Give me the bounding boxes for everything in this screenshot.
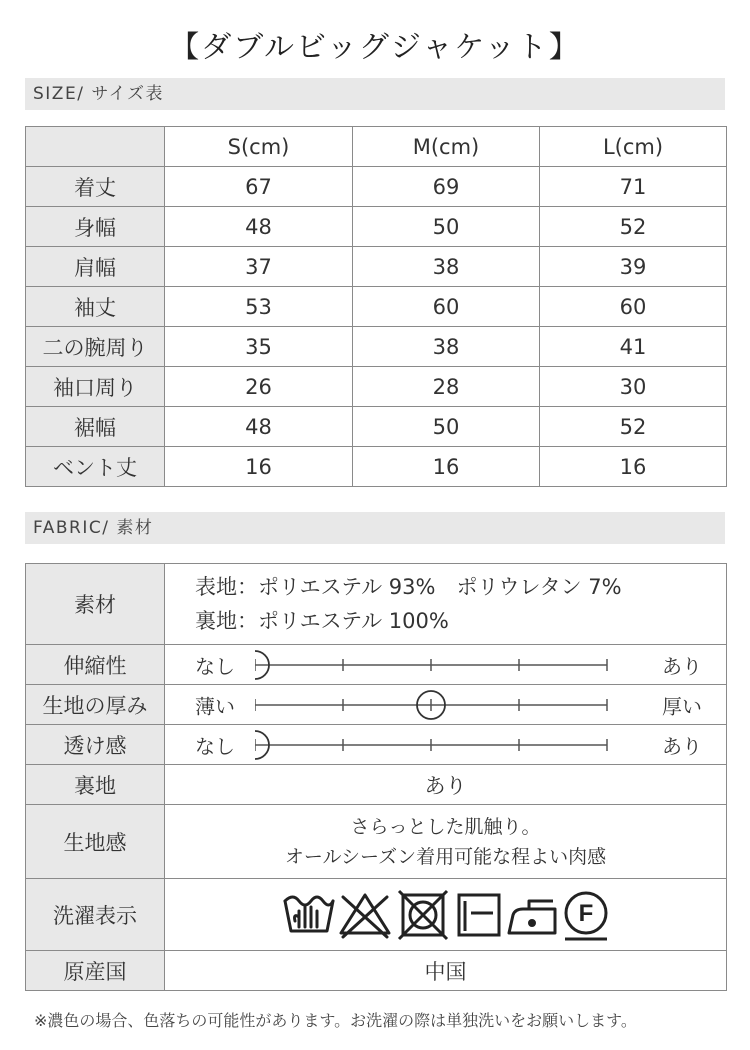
table-row xyxy=(26,645,727,685)
scale-track xyxy=(255,645,635,685)
table-row xyxy=(26,765,727,805)
size-value: 26 xyxy=(165,367,353,407)
table-row xyxy=(26,207,727,247)
table-row xyxy=(26,327,727,367)
scale-left-label: 薄い xyxy=(195,694,235,718)
sheer-scale xyxy=(165,725,727,765)
size-value: 50 xyxy=(353,407,540,447)
table-row xyxy=(26,367,727,407)
scale-track xyxy=(255,725,635,765)
row-label: 二の腕周り xyxy=(26,327,165,367)
scale-right-label: あり xyxy=(662,654,702,678)
size-value: 39 xyxy=(540,247,727,287)
column-header-l: L(cm) xyxy=(540,127,727,167)
column-header-s: S(cm) xyxy=(165,127,353,167)
table-row xyxy=(26,167,727,207)
row-label: 身幅 xyxy=(26,207,165,247)
size-value: 48 xyxy=(165,407,353,447)
scale-right-label: 厚い xyxy=(662,694,702,718)
size-value: 41 xyxy=(540,327,727,367)
row-label: 袖口周り xyxy=(26,367,165,407)
row-label: 裾幅 xyxy=(26,407,165,447)
fabric-table xyxy=(25,563,727,991)
no-bleach-icon xyxy=(341,895,389,937)
hand-wash-icon xyxy=(285,897,333,931)
feel-line-1: さらっとした肌触り。 xyxy=(350,815,541,838)
size-value: 50 xyxy=(353,207,540,247)
size-section-heading: SIZE/ サイズ表 xyxy=(25,78,725,110)
row-label: 洗濯表示 xyxy=(26,879,165,951)
size-value: 60 xyxy=(353,287,540,327)
lining-value: あり xyxy=(165,765,727,805)
size-value: 38 xyxy=(353,247,540,287)
size-value: 71 xyxy=(540,167,727,207)
stretch-scale xyxy=(165,645,727,685)
row-label: 肩幅 xyxy=(26,247,165,287)
row-label: 生地感 xyxy=(26,805,165,879)
size-value: 16 xyxy=(165,447,353,487)
row-label: 原産国 xyxy=(26,951,165,991)
table-row xyxy=(26,247,727,287)
table-row xyxy=(26,287,727,327)
table-row xyxy=(26,951,727,991)
scale-left-label: なし xyxy=(195,734,235,758)
dry-clean-f-icon xyxy=(565,893,607,939)
size-value: 52 xyxy=(540,207,727,247)
size-value: 16 xyxy=(353,447,540,487)
size-value: 30 xyxy=(540,367,727,407)
care-symbols-graphic xyxy=(281,887,611,943)
feel-line-2: オールシーズン着用可能な程よい肉感 xyxy=(284,845,607,868)
size-table xyxy=(25,126,727,487)
no-tumble-dry-icon xyxy=(399,891,447,939)
care-symbols xyxy=(165,879,727,951)
size-table-corner xyxy=(26,127,165,167)
page-title: 【ダブルビッグジャケット】 xyxy=(169,30,581,65)
table-row xyxy=(26,879,727,951)
size-value: 28 xyxy=(353,367,540,407)
fabric-section-heading: FABRIC/ 素材 xyxy=(25,512,725,544)
size-value: 37 xyxy=(165,247,353,287)
size-value: 48 xyxy=(165,207,353,247)
table-row xyxy=(26,805,727,879)
size-value: 53 xyxy=(165,287,353,327)
table-row xyxy=(26,407,727,447)
size-value: 38 xyxy=(353,327,540,367)
scale-left-label: なし xyxy=(195,654,235,678)
row-label: 袖丈 xyxy=(26,287,165,327)
care-footnote: ※濃色の場合、色落ちの可能性があります。お洗濯の際は単独洗いをお願いします。 xyxy=(34,1011,637,1030)
feel-value xyxy=(165,805,727,879)
line-dry-shade-icon xyxy=(459,895,499,935)
row-label: 裏地 xyxy=(26,765,165,805)
table-row xyxy=(26,725,727,765)
scale-right-label: あり xyxy=(662,734,702,758)
dry-clean-letter: F xyxy=(578,899,593,927)
low-iron-icon xyxy=(509,901,555,933)
thickness-scale xyxy=(165,685,727,725)
size-value: 52 xyxy=(540,407,727,447)
origin-value: 中国 xyxy=(165,951,727,991)
material-outer-fabric: 表地：ポリエステル 93% ポリウレタン 7% xyxy=(195,575,622,599)
table-row xyxy=(26,447,727,487)
table-row xyxy=(26,564,727,645)
size-value: 35 xyxy=(165,327,353,367)
material-lining-fabric: 裏地：ポリエステル 100% xyxy=(195,609,449,633)
size-value: 69 xyxy=(353,167,540,207)
size-value: 67 xyxy=(165,167,353,207)
row-label: 生地の厚み xyxy=(26,685,165,725)
scale-track xyxy=(255,685,635,725)
row-label: ベント丈 xyxy=(26,447,165,487)
row-label: 伸縮性 xyxy=(26,645,165,685)
size-table-header-row xyxy=(26,127,727,167)
size-value: 60 xyxy=(540,287,727,327)
size-value: 16 xyxy=(540,447,727,487)
table-row xyxy=(26,685,727,725)
row-label: 素材 xyxy=(26,564,165,645)
row-label: 着丈 xyxy=(26,167,165,207)
column-header-m: M(cm) xyxy=(353,127,540,167)
row-label: 透け感 xyxy=(26,725,165,765)
material-value xyxy=(165,564,727,645)
